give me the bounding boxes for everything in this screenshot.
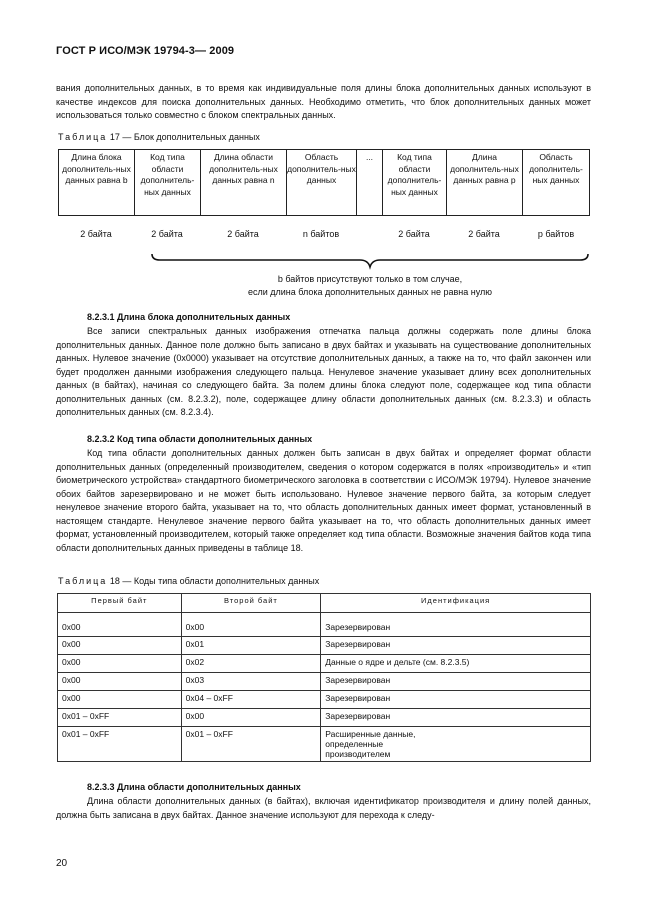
section-heading-8-2-3-1: 8.2.3.1 Длина блока дополнительных данных [87,312,291,322]
table18-caption [58,576,319,586]
table18-cell: 0x02 [181,655,321,673]
table17-cell: Длина блока дополнитель-ных данных равна b [59,150,135,215]
brace-note [150,273,590,299]
table18-cell: Зарезервирован [321,613,591,637]
table18-cell: 0x03 [181,673,321,691]
table18-cell: Зарезервирован [321,709,591,727]
table17-cell: Область дополнитель-ных данных [287,150,357,215]
table18-cell: 0x00 [58,637,182,655]
table17-size: 2 байта [151,229,183,239]
table18-cell: Зарезервирован [321,691,591,709]
table18-caption-text: 18 — Коды типа области дополнительных данных [109,576,320,586]
table18-header-cell: Первый байт [58,594,182,613]
table17-caption-text: 17 — Блок дополнительных данных [109,132,260,142]
table18-cell: 0x01 – 0xFF [58,727,182,762]
table18-cell: 0x01 [181,637,321,655]
table18-cell: 0x00 [58,691,182,709]
table18-cell: 0x01 – 0xFF [58,709,182,727]
table18-row [58,637,591,655]
table17-cell: Код типа области дополнитель-ных данных [383,150,447,215]
table18-row [58,655,591,673]
table18-row [58,673,591,691]
table17-cell: Область дополнитель-ных данных [529,152,583,185]
table18-caption-prefix: Таблица [58,576,108,586]
table18-cell: 0x00 [58,673,182,691]
section-text-8-2-3-3: Длина области дополнительных данных (в байтах), включая идентификатор производителя и длину полей данных, должна быть записана в двух байтах. Данное значение используют для перехода к следу- [56,796,591,820]
table17-size: 2 байта [80,229,112,239]
table17 [58,149,590,216]
page-header-title: ГОСТ Р ИСО/МЭК 19794-3— 2009 [56,45,235,57]
table18-cell: Зарезервирован [321,637,591,655]
section-text-8-2-3-1: Все записи спектральных данных изображения отпечатка пальца должны содержать поле длины блока дополнительных данных. Данное поле должно быть записано в двух байтах и указывать на существование дополнительных данных. Нулевое значение (0x0000) указывает на отсутствие дополнительных данных, а также на то, что файл закончен или будет продолжен данными изображения следующего пальца. Ненулевое значение указывает длину всех дополнительных данных (в байтах), начиная со следующего байта. За полем длины блока следуют поле, содержащее код типа области дополнительных данных (см. 8.2.3.2), поле, содержащее длину области дополнительных данных (см. 8.2.3.3) и область дополнительных данных (см. 8.2.3.4). [56,326,591,417]
table18-header-cell: Второй байт [181,594,321,613]
table18-cell: 0x01 – 0xFF [181,727,321,762]
intro-paragraph: вания дополнительных данных, в то время как индивидуальные поля длины блока дополнительных данных используют в качестве индексов для поиска дополнительных данных. Необходимо отметить, что блок дополнительных данных может использоваться только совместно с блоком спектральных данных. [56,83,591,120]
table17-size: 2 байта [227,229,259,239]
page-number: 20 [56,858,68,869]
table18-cell: 0x00 [58,613,182,637]
table17-cell: Длина дополнитель-ных данных равна p [447,150,523,215]
table18-cell: 0x04 – 0xFF [181,691,321,709]
table18-row [58,613,591,637]
table18-cell: Зарезервирован [321,673,591,691]
table17-size: n байтов [302,229,340,239]
table18-cell: Расширенные данные, определенные производителем [321,727,591,762]
table18-header-row [58,594,591,613]
table17-caption-prefix: Таблица [58,132,108,142]
table18-cell: 0x00 [181,709,321,727]
table17-ellipsis-cell: ... [357,150,383,215]
section-heading-8-2-3-3: 8.2.3.3 Длина области дополнительных данных [87,782,301,792]
brace-icon [150,252,590,272]
table17-size: 2 байта [468,229,500,239]
table18-row [58,691,591,709]
brace-note-line-2: если длина блока дополнительных данных не равна нулю [247,287,493,297]
table18-row [58,709,591,727]
table17-cell: Код типа области дополнитель-ных данных [135,150,201,215]
section-heading-8-2-3-2: 8.2.3.2 Код типа области дополнительных данных [87,434,313,444]
table17-cell: Длина области дополнитель-ных данных равна n [201,150,287,215]
table18 [57,593,591,762]
section-text-8-2-3-2: Код типа области дополнительных данных должен быть записан в двух байтах и определяет формат области дополнительных данных (определенный производителем, сведения о котором содержатся в полях «производитель» и «тип биометрического устройства» стандартного биометрического заголовка в соответствии с ИСО/МЭК 19794). Нулевое значение обоих байтов зарезервировано и не может быть использовано. Нулевое значение первого байта, за которым следует ненулевое значение второго байта, указывает на то, что область дополнительных данных имеет формат, установленный в настоящем стандарте. Ненулевое значение первого байта указывает на то, что область дополнительных данных имеет формат, установленный производителем, который также определяет код типа области. Возможные значения байтов кода типа области дополнительных данных приведены в таблице 18. [56,448,591,553]
table18-cell: Данные о ядре и дельте (см. 8.2.3.5) [321,655,591,673]
brace-note-line-1: b байтов присутствуют только в том случае, [277,274,463,284]
table17-size: 2 байта [398,229,430,239]
table18-cell: 0x00 [181,613,321,637]
table17-size: p байтов [537,229,575,239]
table18-row [58,727,591,762]
table18-header-cell: Идентификация [321,594,591,613]
table18-cell: 0x00 [58,655,182,673]
table17-caption [58,132,260,142]
